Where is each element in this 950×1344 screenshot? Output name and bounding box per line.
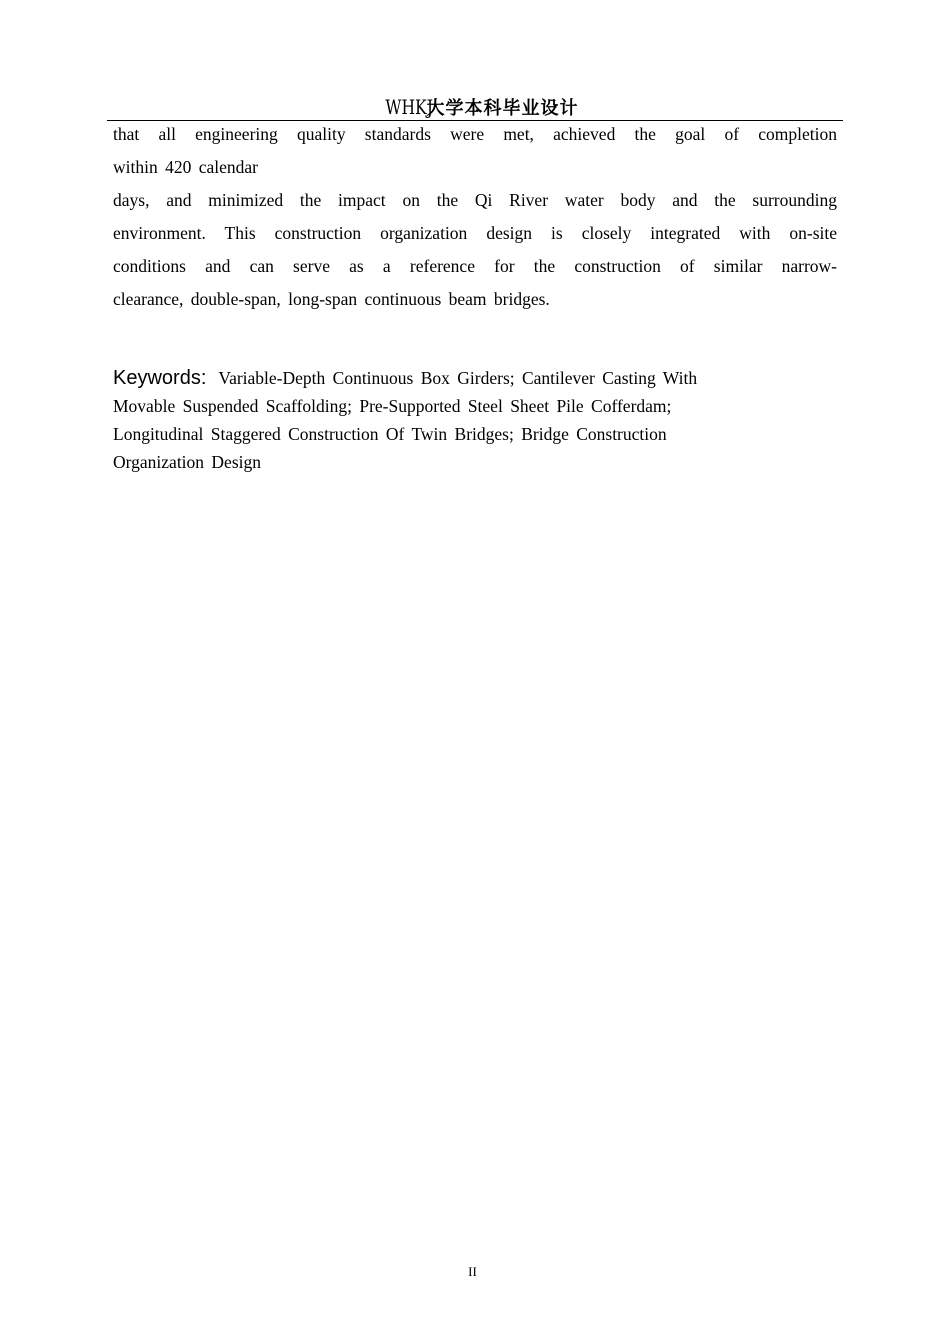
page-header [107, 92, 843, 121]
keywords-label: Keywords: [113, 367, 207, 389]
text-line: days, and minimized the impact on the Qi River water body and the surrounding [113, 190, 837, 210]
abstract-paragraph-continued [113, 118, 837, 184]
page-number: II [468, 1264, 477, 1279]
header-institution-code: WHKJ [384, 95, 433, 119]
keywords-text: Organization Design [113, 452, 261, 472]
text-line: clearance, double-span, long-span continuous beam bridges. [113, 289, 550, 309]
keywords-section [113, 364, 813, 476]
text-line: that all engineering quality standards were met, achieved the goal of completion [113, 124, 837, 144]
keywords-first-line [113, 364, 813, 392]
abstract-paragraph [113, 184, 837, 316]
keywords-text: Movable Suspended Scaffolding; Pre-Supported Steel Sheet Pile Cofferdam; [113, 396, 672, 416]
text-line: environment. This construction organization design is closely integrated with on-site [113, 223, 837, 243]
keywords-text: Variable-Depth Continuous Box Girders; Cantilever Casting With [218, 368, 698, 388]
keywords-text: Longitudinal Staggered Construction Of Twin Bridges; Bridge Construction [113, 424, 667, 444]
text-line: conditions and can serve as a reference for the construction of similar narrow- [113, 256, 837, 276]
text-line: within 420 calendar [113, 157, 258, 177]
header-title: 大学本科毕业设计 [426, 98, 579, 119]
